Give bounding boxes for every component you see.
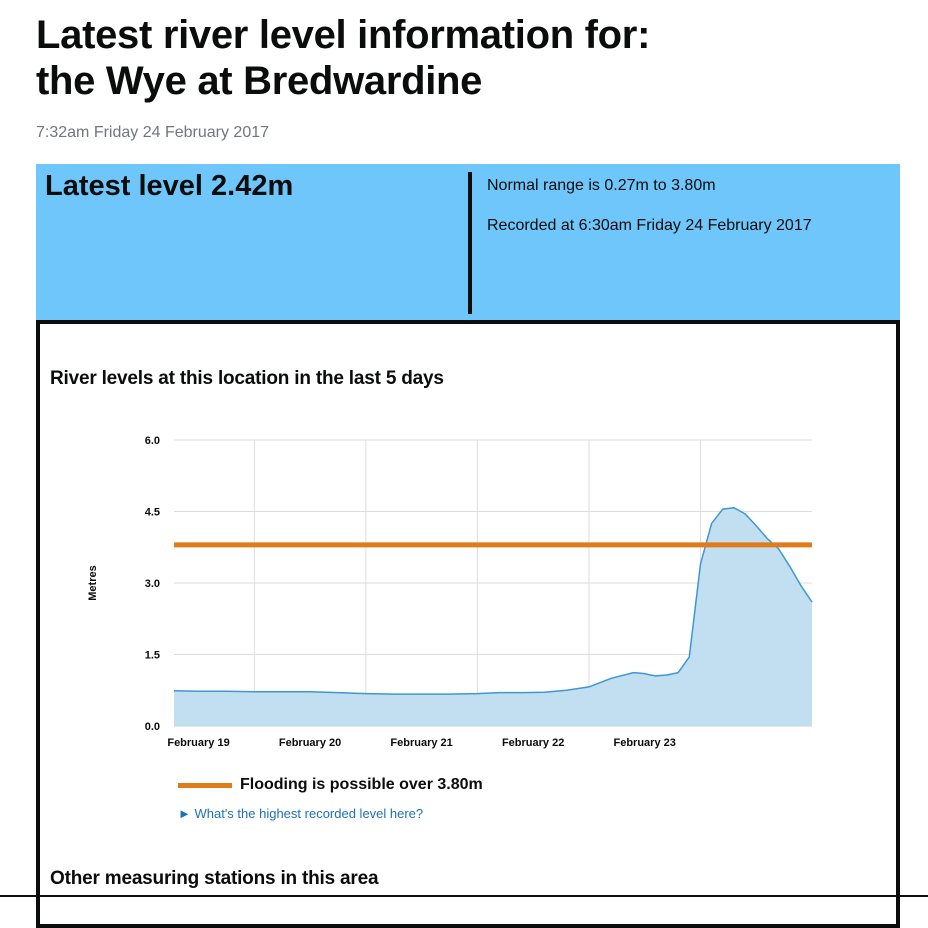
y-axis-title: Metres: [87, 565, 99, 601]
latest-level-value: Latest level 2.42m: [45, 170, 294, 202]
x-tick-label: February 23: [613, 737, 676, 749]
y-tick-label: 4.5: [144, 506, 160, 519]
y-tick-label: 0.0: [144, 721, 160, 733]
y-tick-label: 3.0: [144, 578, 160, 590]
page-title-line1: Latest river level information for:: [36, 13, 651, 57]
x-tick-label: February 21: [390, 737, 453, 749]
y-tick-label: 6.0: [144, 435, 160, 447]
page-timestamp: 7:32am Friday 24 February 2017: [36, 124, 270, 141]
other-stations-heading: Other measuring stations in this area: [50, 868, 379, 889]
flood-threshold-legend-label: Flooding is possible over 3.80m: [240, 776, 483, 793]
x-tick-label: February 20: [278, 737, 342, 749]
flood-threshold-legend-swatch: [178, 783, 232, 788]
recorded-at-text: Recorded at 6:30am Friday 24 February 2017: [487, 217, 812, 234]
normal-range-text: Normal range is 0.27m to 3.80m: [487, 177, 716, 194]
river-levels-chart-panel: [36, 320, 900, 928]
panel-divider: [468, 172, 472, 314]
latest-level-panel: [36, 164, 900, 320]
chart-heading: River levels at this location in the last 5 days: [50, 368, 444, 389]
highest-recorded-level-link[interactable]: ► What's the highest recorded level here?: [178, 806, 424, 821]
x-tick-label: February 19: [167, 737, 230, 749]
river-level-chart: [40, 324, 896, 764]
y-tick-label: 1.5: [144, 649, 160, 662]
page-title: [36, 12, 650, 104]
x-tick-label: February 22: [501, 737, 565, 749]
page-title-line2: the Wye at Bredwardine: [36, 59, 483, 103]
